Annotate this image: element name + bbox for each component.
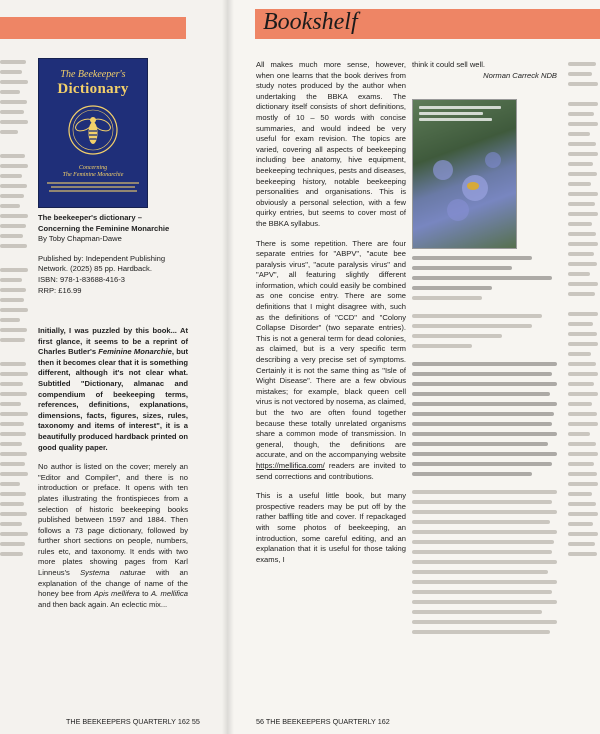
cover-small-print: [47, 182, 139, 192]
review-column-left: [38, 326, 188, 619]
book-cover-image: [38, 58, 148, 208]
flower-photo-icon: [413, 100, 517, 249]
left-page: [0, 0, 228, 734]
cover-title-line2: Dictionary: [57, 81, 129, 97]
body-paragraph-3: All makes much more sense, however, when one learns that the book derives from study notes produced by the author when undertaking the BBKA exams. The dictionary itself consists of short definitions, mostly of 10 – 50 words with concise summaries, and would indeed be very useful for exam revision. The topics are varied, covering all aspects of beekeeping including bee anatomy, hive equipment, beekeeping techniques, pests and diseases, beekeeping history, notable beekeeping personalities and organisations. This is obviously a personal selection, with a few quirky entries, but seems to cover most of the BBKA syllabus.: [256, 60, 406, 228]
publisher-line2: Network. (2025) 85 pp. Hardback.: [38, 264, 152, 274]
cover-title-line1: The Beekeeper's: [60, 69, 126, 80]
cover-subtitle-line1: Concerning: [78, 165, 108, 171]
cover-subtitle-line2: The Feminine Monarchie: [62, 172, 124, 178]
book-rrp: RRP: £16.99: [38, 285, 82, 295]
review-ending: [412, 60, 557, 81]
reviewer-name: Norman Carreck NDB: [483, 70, 557, 80]
right-page-folio: 56 THE BEEKEEPERS QUARTERLY 162: [256, 717, 390, 726]
book-author: By Toby Chapman-Dawe: [38, 234, 122, 244]
body-paragraph-2: No author is listed on the cover; merely an "Editor and Compiler", and there is no introduction or preface. It opens with ten plates illustrating the frontispieces from a selection of historic beekeeping books published between 1597 and 1884. Then follows a 73 page dictionary, followed by further short sections on people, numbers, rules etc, and taxonomy. It ends with two more plates showing pages from Karl Linneus's Systema naturae with an explanation of the change of name of the honey bee from Apis mellifera to A. mellifica and then back again. An eclectic mix...: [38, 462, 189, 609]
website-link[interactable]: https://mellifica.com/: [256, 460, 325, 470]
book-info: [38, 213, 188, 296]
body-paragraph-4: There is some repetition. There are four separate entries for "ABPV", "acute bee paralysis virus", "acute paralysis virus" and "APV", all featuring slightly different information, which could easily be combined as one concise entry. There are some definitions that I might disagree with, such as the definitions of "CCD" and "Colony Collapse Disorder" (two separate entries). This is not a general term for dead colonies, as claimed, but is a very specific term describing a very precise set of symptoms. Certainly it is not the same thing as "Isle of Wight Disease". There are a few obvious mistakes; for example, black queen cell virus is not vectored by nosema, as claimed, but the two are often found together because these totally unrelated organisms share a common mode of transmission. In general, though, the definitions are accurate, and on the accompanying website https://mellifica.com/ readers are invited to send corrections and contributions.: [256, 238, 406, 481]
section-heading: Bookshelf: [263, 9, 358, 35]
bee-emblem-icon: [67, 104, 119, 156]
left-accent-bar: [0, 17, 186, 39]
blurred-right-column: [568, 62, 600, 562]
blurred-next-review: [412, 256, 562, 640]
intro-paragraph: Initially, I was puzzled by this book... At first glance, it seems to be a reprint of Charles Butler's Feminine Monarchie, but then it becomes clear that it is something different, although it's not clear what. Subtitled "Dictionary, almanac and compendium of beekeeping terms, references, definitions, explanations, dimensions, facts, figures, sizes, rules, taxonomy and items of interest", it is a beautifully produced hardback printed on good quality paper.: [38, 326, 188, 452]
next-book-cover-image: [412, 99, 517, 249]
blurred-left-column: [0, 60, 30, 562]
book-title-line2: Concerning the Feminine Monarchie: [38, 223, 170, 233]
review-column-right: [256, 60, 406, 574]
closing-line: think it could sell well.: [412, 60, 486, 69]
publisher-line1: Published by: Independent Publishing: [38, 253, 166, 263]
body-paragraph-5: This is a useful little book, but many prospective readers may be put off by the rather baffling title and cover. If repackaged with some photos of beekeeping, an introduction, some careful editing, and an explanation that it is useful for those taking exams, I: [256, 491, 406, 564]
page-gutter: [222, 0, 234, 734]
left-page-folio: THE BEEKEEPERS QUARTERLY 162 55: [66, 717, 200, 726]
book-title-line1: The beekeeper's dictionary –: [38, 213, 142, 222]
book-isbn: ISBN: 978-1-83688-416-3: [38, 274, 125, 284]
